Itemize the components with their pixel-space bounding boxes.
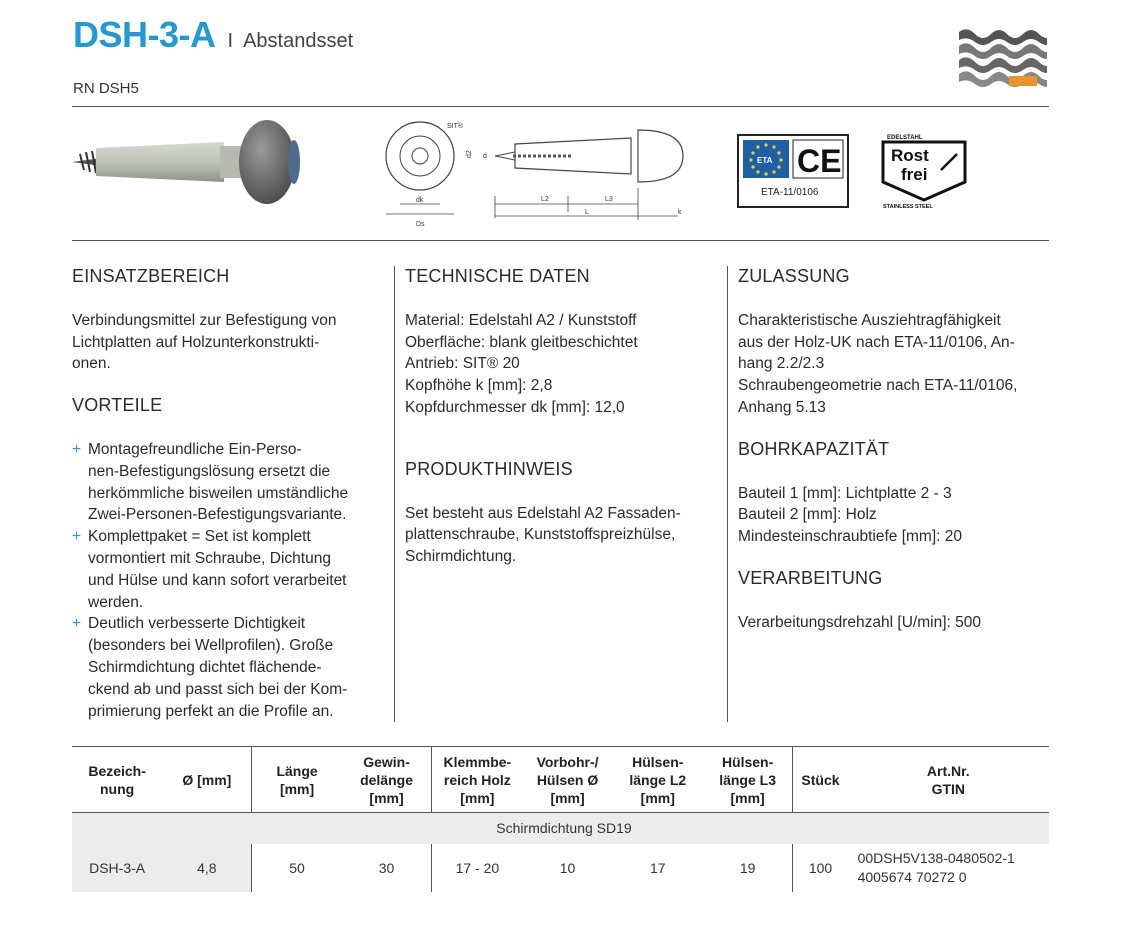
zulassung-text [738, 310, 1049, 419]
table-header-row [72, 747, 1049, 813]
text-line: Montagefreundliche Ein-Perso- [88, 440, 302, 458]
cell-durchmesser: 4,8 [162, 844, 252, 892]
header-stueck: Stück [793, 747, 848, 813]
heading-bohrkapazitaet: BOHRKAPAZITÄT [738, 438, 890, 459]
sit-label: SIT® [447, 123, 464, 130]
cell-l2: 17 [649, 859, 666, 876]
rostfrei-line1: Rost [891, 146, 929, 165]
text-line: vormontiert mit Schraube, Dichtung [88, 549, 331, 567]
text-line: und Hülse und kann sofort verarbeitet [88, 571, 347, 589]
text-line: Anhang 5.13 [738, 398, 826, 416]
heading-technische-daten: TECHNISCHE DATEN [405, 266, 590, 286]
k-label: k [678, 209, 682, 216]
text-line: Mindesteinschraubtiefe [mm]: 20 [738, 528, 962, 546]
title-separator: I [227, 30, 234, 52]
text-line: Kopfhöhe k [mm]: 2,8 [405, 377, 553, 395]
title-row [73, 14, 353, 56]
bohrkapazitaet-text [738, 483, 1049, 548]
column-einsatzbereich [72, 266, 390, 722]
text-line: Charakteristische Ausziehtragfähigkeit [738, 311, 1001, 329]
l2-label: L2 [541, 196, 549, 203]
cell-gewindelaenge: 30 [378, 859, 395, 876]
header-bezeichnung: Bezeich- nung [88, 762, 146, 797]
header-laenge: Länge [mm] [252, 747, 342, 813]
header-huelsenlaenge-l3: Hülsen- länge L3 [mm] [719, 753, 776, 806]
text-line: Oberfläche: blank gleitbeschichtet [405, 333, 638, 351]
header-vorbohr: Vorbohr-/ Hülsen Ø [mm] [536, 753, 599, 806]
heading-einsatzbereich: EINSATZBEREICH [72, 266, 230, 286]
header-huelsenlaenge-l2: Hülsen- länge L2 [mm] [629, 753, 687, 806]
produkthinweis-text [405, 503, 721, 568]
text-line: onen. [72, 355, 111, 373]
eta-ce-certificate [737, 134, 849, 208]
cell-stueck: 100 [793, 844, 848, 892]
cell-klemmbereich: 17 - 20 [432, 844, 523, 892]
text-line: Bauteil 2 [mm]: Holz [738, 506, 877, 524]
text-line: Deutlich verbesserte Dichtigkeit [88, 615, 306, 633]
verarbeitung-text [738, 612, 1049, 634]
table-group-row [72, 813, 1049, 844]
cell-l3: 19 [739, 859, 756, 876]
eta-number: ETA-11/0106 [761, 187, 819, 198]
text-line: Verarbeitungsdrehzahl [U/min]: 500 [738, 613, 981, 631]
list-item [72, 526, 390, 613]
spec-table [72, 746, 1049, 892]
einsatzbereich-text [72, 310, 390, 375]
cell-laenge: 50 [252, 844, 342, 892]
column-technische-daten [405, 266, 721, 568]
cell-bezeichnung: DSH-3-A [72, 844, 162, 892]
text-line: (besonders bei Wellprofilen). Große [88, 637, 334, 655]
list-item [72, 439, 390, 526]
heading-zulassung: ZULASSUNG [738, 266, 850, 286]
header-klemmbereich: Klemmbe- reich Holz [mm] [432, 747, 523, 813]
text-line: Zwei-Personen-Befestigungsvariante. [88, 506, 347, 524]
column-divider [394, 266, 395, 722]
technical-drawing [383, 118, 703, 230]
ce-mark: CE [797, 143, 842, 179]
l-label: L [585, 209, 589, 216]
heading-produkthinweis: PRODUKTHINWEIS [405, 458, 573, 479]
product-title: DSH-3-A [73, 14, 216, 55]
cell-vorbohr: 10 [559, 859, 576, 876]
text-line: Kopfdurchmesser dk [mm]: 12,0 [405, 398, 625, 416]
text-line: Verbindungsmittel zur Befestigung von [72, 311, 337, 329]
text-line: Bauteil 1 [mm]: Lichtplatte 2 - 3 [738, 484, 952, 502]
rostfrei-top-text: EDELSTAHL [887, 135, 923, 141]
rostfrei-bottom-text: STAINLESS STEEL [883, 204, 933, 210]
artnr-value: 00DSH5V138-0480502-1 [857, 849, 1015, 866]
d-label: d [483, 153, 487, 160]
group-label: Schirmdichtung SD19 [72, 813, 1049, 844]
cell-artnr-gtin [848, 844, 1049, 892]
heading-vorteile: VORTEILE [72, 395, 163, 416]
text-line: Schraubengeometrie nach ETA-11/0106, [738, 377, 1018, 395]
text-line: Material: Edelstahl A2 / Kunststoff [405, 311, 637, 329]
eta-mark: ETA [757, 156, 773, 165]
text-line: werden. [88, 593, 144, 611]
ds-label: Ds [416, 221, 425, 228]
text-line: hang 2.2/2.3 [738, 355, 825, 373]
list-item [72, 613, 390, 722]
l3-label: L3 [605, 196, 613, 203]
dk-label: dk [416, 197, 424, 204]
rostfrei-line2: frei [901, 165, 928, 184]
text-line: Set besteht aus Edelstahl A2 Fassaden- [405, 504, 681, 522]
column-zulassung [738, 266, 1049, 634]
rn-number: RN DSH5 [73, 80, 139, 97]
d2-label: d2 [466, 150, 473, 158]
technische-daten-text [405, 310, 721, 419]
corrugated-sheet-thumbnail [959, 22, 1047, 94]
text-line: Komplettpaket = Set ist komplett [88, 528, 311, 546]
header-gewindelaenge: Gewin- delänge [mm] [360, 753, 413, 806]
header-artnr-gtin: Art.Nr. GTIN [926, 762, 970, 797]
text-line: Lichtplatten auf Holzunterkonstrukti- [72, 333, 320, 351]
text-line: aus der Holz-UK nach ETA-11/0106, An- [738, 333, 1015, 351]
text-line: Antrieb: SIT® 20 [405, 355, 520, 373]
text-line: Schirmdichtung dichtet flächende- [88, 658, 322, 676]
text-line: ckend ab und passt sich bei der Kom- [88, 680, 348, 698]
text-line: Schirmdichtung. [405, 548, 517, 566]
rostfrei-logo [881, 130, 971, 210]
table-row [72, 844, 1049, 892]
vorteile-list [72, 439, 390, 722]
text-line: nen-Befestigungslösung ersetzt die [88, 462, 331, 480]
gtin-value: 4005674 70272 0 [857, 868, 967, 885]
heading-verarbeitung: VERARBEITUNG [738, 567, 883, 588]
product-photo [72, 118, 302, 210]
column-divider [727, 266, 728, 722]
text-line: herkömmliche bisweilen umständliche [88, 484, 349, 502]
text-line: plattenschraube, Kunststoffspreizhülse, [405, 526, 676, 544]
text-line: primierung perfekt an die Profile an. [88, 702, 334, 720]
product-subtitle: Abstandsset [243, 30, 354, 52]
divider-top [72, 106, 1049, 107]
header-durchmesser: Ø [mm] [182, 771, 232, 788]
divider-middle [72, 240, 1049, 241]
